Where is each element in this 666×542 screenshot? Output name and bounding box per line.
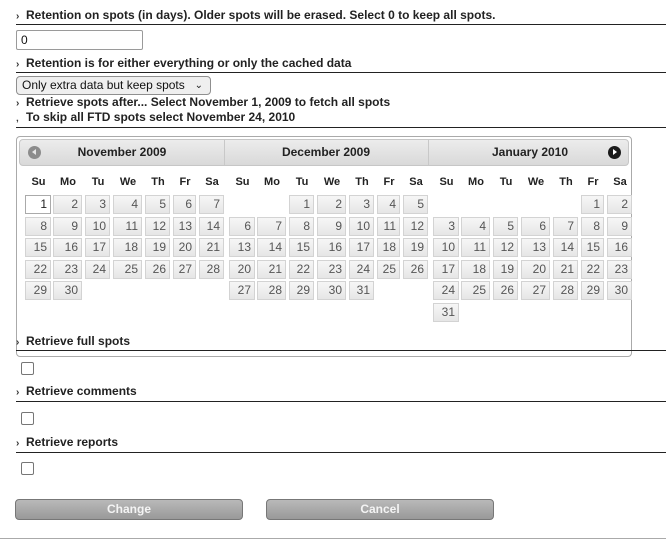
calendar-day[interactable]: 9	[53, 217, 82, 236]
change-button[interactable]: Change	[15, 499, 243, 520]
calendar-day[interactable]: 26	[145, 260, 170, 279]
calendar-day[interactable]: 1	[289, 195, 314, 214]
divider	[16, 401, 666, 402]
divider	[0, 538, 666, 539]
weekday-header: Mo	[468, 176, 484, 188]
calendar-day[interactable]: 7	[553, 217, 578, 236]
calendar-day[interactable]: 30	[317, 281, 346, 300]
weekday-header: Fr	[179, 176, 191, 188]
calendar-day[interactable]: 26	[493, 281, 518, 300]
calendar-day[interactable]: 5	[493, 217, 518, 236]
retrieve-after-subheading: ‚ To skip all FTD spots select November 24, 2010	[16, 110, 296, 124]
retrieve-full-spots-heading: › Retrieve full spots	[16, 334, 131, 348]
calendar-day[interactable]: 1	[581, 195, 604, 214]
weekday-header: Th	[355, 176, 369, 188]
month-title-0: November 2009	[77, 145, 167, 159]
calendar-day[interactable]: 29	[25, 281, 51, 300]
retention-heading: › Retention on spots (in days). Older spots will be erased. Select 0 to keep all spots.	[16, 8, 496, 22]
month-title-1: December 2009	[281, 145, 371, 159]
weekday-header: Sa	[409, 176, 423, 188]
calendar-day[interactable]: 18	[461, 260, 490, 279]
calendar-day[interactable]: 21	[199, 238, 224, 257]
weekday-header: Tu	[499, 176, 513, 188]
calendar-day[interactable]: 23	[317, 260, 346, 279]
weekday-header: Fr	[587, 176, 599, 188]
calendar-day[interactable]: 6	[173, 195, 196, 214]
calendar-day[interactable]: 12	[493, 238, 518, 257]
weekday-header: Sa	[613, 176, 627, 188]
calendar-day[interactable]: 10	[85, 217, 110, 236]
weekday-header: We	[527, 176, 545, 188]
calendar-day[interactable]: 31	[433, 303, 459, 322]
date-picker-header	[19, 139, 629, 166]
calendar-day[interactable]: 25	[377, 260, 400, 279]
calendar-day[interactable]: 31	[349, 281, 374, 300]
divider	[16, 452, 666, 453]
weekday-header: Su	[31, 176, 46, 188]
calendar-day[interactable]: 12	[145, 217, 170, 236]
chevron-right-icon: ›	[16, 98, 20, 109]
calendar-day[interactable]: 19	[403, 238, 428, 257]
calendar-day[interactable]: 13	[229, 238, 255, 257]
chevron-right-icon: ‚	[16, 113, 19, 124]
calendar-day[interactable]: 15	[581, 238, 604, 257]
calendar-day[interactable]: 25	[113, 260, 142, 279]
weekday-header: Tu	[295, 176, 309, 188]
calendar-day[interactable]: 11	[461, 238, 490, 257]
retention-days-input[interactable]	[16, 30, 143, 50]
calendar-day[interactable]: 23	[53, 260, 82, 279]
calendar-day[interactable]: 3	[349, 195, 374, 214]
calendar-day[interactable]: 9	[607, 217, 632, 236]
weekday-header: We	[119, 176, 137, 188]
calendar-day[interactable]: 24	[349, 260, 374, 279]
calendar-day[interactable]: 8	[581, 217, 604, 236]
divider	[16, 72, 666, 73]
calendar-day[interactable]: 4	[377, 195, 400, 214]
calendar-day[interactable]: 2	[317, 195, 346, 214]
retention-scope-heading: › Retention is for either everything or only the cached data	[16, 56, 352, 70]
calendar-day[interactable]: 8	[25, 217, 51, 236]
calendar-day[interactable]: 3	[433, 217, 459, 236]
calendar-day[interactable]: 27	[173, 260, 196, 279]
calendar-day[interactable]: 28	[257, 281, 286, 300]
calendar-day[interactable]: 5	[145, 195, 170, 214]
calendar-day[interactable]: 28	[199, 260, 224, 279]
divider	[16, 350, 666, 351]
calendar-day[interactable]: 5	[403, 195, 428, 214]
calendar-day[interactable]: 16	[607, 238, 632, 257]
chevron-right-icon: ›	[16, 337, 20, 348]
weekday-header: Sa	[205, 176, 219, 188]
calendar-day[interactable]: 30	[53, 281, 82, 300]
calendar-day[interactable]: 29	[581, 281, 604, 300]
weekday-header: Th	[151, 176, 165, 188]
weekday-header: Su	[439, 176, 454, 188]
weekday-header: Su	[235, 176, 250, 188]
calendar-day[interactable]: 20	[521, 260, 550, 279]
calendar-day[interactable]: 6	[521, 217, 550, 236]
weekday-header: We	[323, 176, 341, 188]
chevron-right-icon: ›	[16, 387, 20, 398]
calendar-day[interactable]: 18	[377, 238, 400, 257]
retention-scope-select[interactable]: Only extra data but keep spots ⌄	[16, 76, 211, 95]
calendar-day[interactable]: 1	[25, 195, 51, 214]
circle-arrow-right-icon[interactable]	[608, 146, 621, 159]
weekday-header: Fr	[383, 176, 395, 188]
calendar-day[interactable]: 10	[433, 238, 459, 257]
calendar-day[interactable]: 19	[493, 260, 518, 279]
date-picker	[16, 136, 632, 357]
calendar-day[interactable]: 18	[113, 238, 142, 257]
calendar-day[interactable]: 7	[199, 195, 224, 214]
calendar-day[interactable]: 22	[25, 260, 51, 279]
calendar-day[interactable]: 9	[317, 217, 346, 236]
calendar-day[interactable]: 14	[553, 238, 578, 257]
calendar-day[interactable]: 29	[289, 281, 314, 300]
calendar-day[interactable]: 21	[257, 260, 286, 279]
calendar-day[interactable]: 24	[85, 260, 110, 279]
calendar-day[interactable]: 19	[145, 238, 170, 257]
retrieve-reports-heading: › Retrieve reports	[16, 435, 119, 449]
calendar-day[interactable]: 20	[173, 238, 196, 257]
retrieve-reports-checkbox[interactable]	[21, 462, 34, 475]
calendar-day[interactable]: 15	[289, 238, 314, 257]
calendar-day[interactable]: 14	[257, 238, 286, 257]
calendar-day[interactable]: 20	[229, 260, 255, 279]
retrieve-full-spots-checkbox[interactable]	[21, 362, 34, 375]
chevron-right-icon: ›	[16, 438, 20, 449]
calendar-day[interactable]: 22	[289, 260, 314, 279]
calendar-day[interactable]: 17	[433, 260, 459, 279]
calendar-day[interactable]: 16	[317, 238, 346, 257]
chevron-right-icon: ›	[16, 59, 20, 70]
calendar-day[interactable]: 3	[85, 195, 110, 214]
weekday-header: Mo	[264, 176, 280, 188]
retrieve-comments-heading: › Retrieve comments	[16, 384, 137, 398]
calendar-day[interactable]: 27	[229, 281, 255, 300]
calendar-day[interactable]: 17	[349, 238, 374, 257]
calendar-day[interactable]: 11	[377, 217, 400, 236]
calendar-day[interactable]: 25	[461, 281, 490, 300]
calendar-day[interactable]: 2	[53, 195, 82, 214]
calendar-day[interactable]: 24	[433, 281, 459, 300]
divider	[16, 24, 666, 25]
calendar-day[interactable]: 30	[607, 281, 632, 300]
calendar-day[interactable]: 13	[173, 217, 196, 236]
cancel-button[interactable]: Cancel	[266, 499, 494, 520]
calendar-day[interactable]: 17	[85, 238, 110, 257]
calendar-day[interactable]: 6	[229, 217, 255, 236]
calendar-day[interactable]: 11	[113, 217, 142, 236]
chevron-down-icon: ⌄	[194, 80, 203, 91]
retrieve-after-heading: › Retrieve spots after... Select November 1, 2009 to fetch all spots	[16, 95, 391, 109]
calendar-day[interactable]: 4	[113, 195, 142, 214]
divider	[16, 127, 666, 128]
calendar-day[interactable]: 15	[25, 238, 51, 257]
calendar-day[interactable]: 12	[403, 217, 428, 236]
calendar-day[interactable]: 7	[257, 217, 286, 236]
calendar-day[interactable]: 10	[349, 217, 374, 236]
calendar-day[interactable]: 21	[553, 260, 578, 279]
calendar-day[interactable]: 13	[521, 238, 550, 257]
calendar-day[interactable]: 14	[199, 217, 224, 236]
retrieve-comments-checkbox[interactable]	[21, 412, 34, 425]
calendar-day[interactable]: 28	[553, 281, 578, 300]
calendar-day[interactable]: 2	[607, 195, 632, 214]
weekday-header: Th	[559, 176, 573, 188]
chevron-right-icon: ›	[16, 11, 20, 22]
weekday-header: Mo	[60, 176, 76, 188]
calendar-day[interactable]: 27	[521, 281, 550, 300]
month-title-2: January 2010	[491, 145, 569, 159]
calendar-day[interactable]: 26	[403, 260, 428, 279]
calendar-day[interactable]: 22	[581, 260, 604, 279]
weekday-header: Tu	[91, 176, 105, 188]
calendar-day[interactable]: 23	[607, 260, 632, 279]
calendar-day[interactable]: 4	[461, 217, 490, 236]
calendar-day[interactable]: 8	[289, 217, 314, 236]
calendar-day[interactable]: 16	[53, 238, 82, 257]
